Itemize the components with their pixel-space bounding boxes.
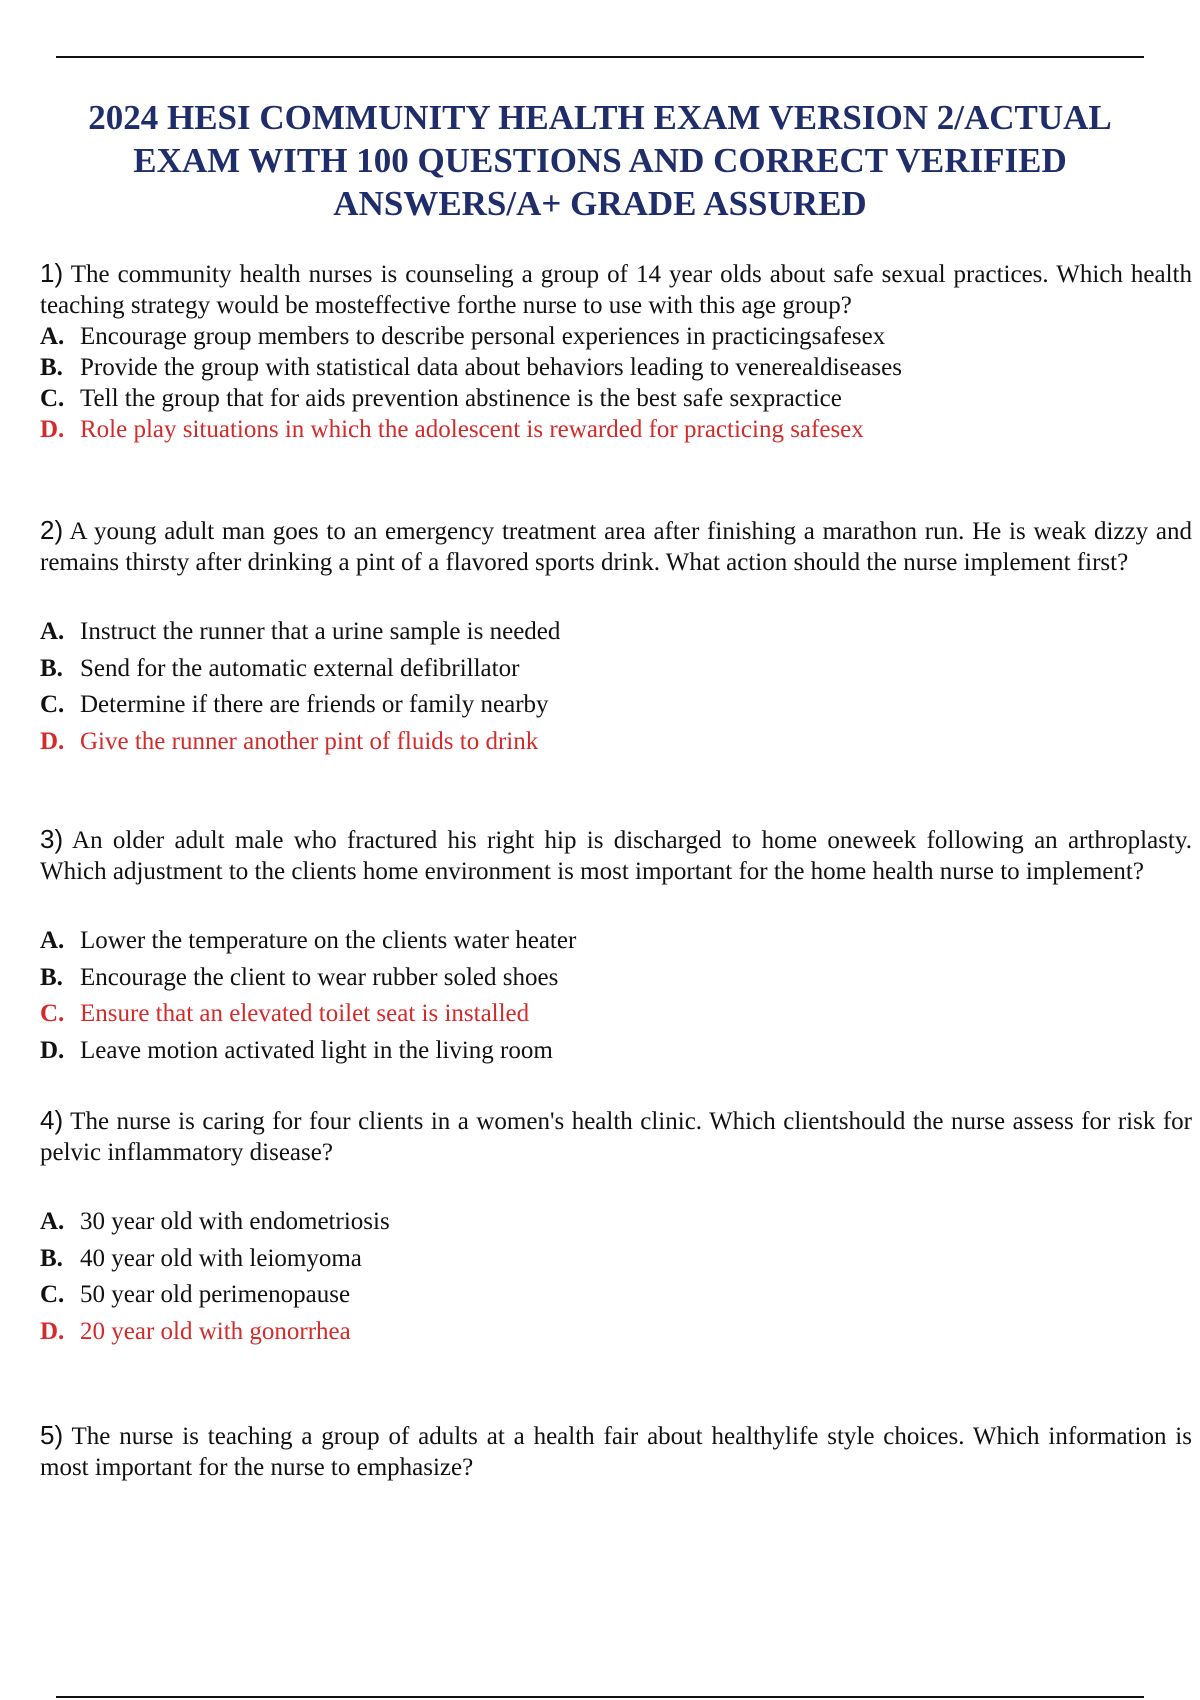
option-a xyxy=(40,1204,1192,1241)
question-number: 2) xyxy=(40,515,64,545)
option-letter: C. xyxy=(40,385,65,412)
question-number: 3) xyxy=(40,824,64,854)
option-d-correct-answer xyxy=(40,724,1192,761)
question-stem xyxy=(40,1105,1192,1168)
option-a xyxy=(40,614,1192,651)
option-letter: D. xyxy=(40,727,65,755)
option-letter: A. xyxy=(40,1208,65,1235)
option-d-correct-answer xyxy=(40,414,1192,445)
questions-list xyxy=(40,258,1192,1483)
option-c xyxy=(40,1277,1192,1314)
option-letter: B. xyxy=(40,354,63,381)
option-letter: A. xyxy=(40,618,65,645)
option-text: 40 year old with leiomyoma xyxy=(80,1244,362,1272)
question-3 xyxy=(40,824,1192,1069)
option-text: 50 year old perimenopause xyxy=(80,1281,351,1308)
answer-options xyxy=(40,321,1192,445)
bottom-rule xyxy=(56,1696,1144,1698)
option-letter: B. xyxy=(40,654,63,682)
option-b xyxy=(40,651,1192,688)
option-a xyxy=(40,321,1192,352)
question-2 xyxy=(40,515,1192,760)
document-title: 2024 HESI COMMUNITY HEALTH EXAM VERSION 2/ACTUAL EXAM WITH 100 QUESTIONS AND CORRECT VERIFIED ANSWERS/A+ GRADE ASSURED xyxy=(88,98,1112,223)
question-text: The nurse is teaching a group of adults at a health fair about healthylife style choices. Which information is most important for the nurse to emphasize? xyxy=(40,1423,1192,1481)
option-letter: C. xyxy=(40,1281,65,1308)
option-c xyxy=(40,383,1192,414)
question-number: 4) xyxy=(40,1105,64,1135)
option-text: Give the runner another pint of fluids to drink xyxy=(80,727,539,755)
option-text: Encourage group members to describe personal experiences in practicingsafesex xyxy=(80,323,886,350)
option-text: 20 year old with gonorrhea xyxy=(80,1317,351,1345)
option-letter: B. xyxy=(40,963,63,991)
option-text: Instruct the runner that a urine sample is needed xyxy=(80,618,561,645)
option-b xyxy=(40,352,1192,383)
answer-options xyxy=(40,923,1192,1069)
option-letter: A. xyxy=(40,927,65,954)
option-b xyxy=(40,1241,1192,1278)
answer-options xyxy=(40,614,1192,760)
option-text: Encourage the client to wear rubber soled shoes xyxy=(80,963,559,991)
option-a xyxy=(40,923,1192,960)
option-d xyxy=(40,1033,1192,1070)
option-text: Provide the group with statistical data about behaviors leading to venerealdiseases xyxy=(80,354,902,381)
question-number: 5) xyxy=(40,1420,64,1450)
top-rule xyxy=(56,56,1144,58)
option-letter: C. xyxy=(40,1000,65,1027)
option-letter: A. xyxy=(40,323,65,350)
question-text: An older adult male who fractured his right hip is discharged to home oneweek following an arthroplasty. Which adjustment to the clients home environment is most important for the home health nurse to implement? xyxy=(40,827,1192,885)
question-1 xyxy=(40,258,1192,445)
question-text: The nurse is caring for four clients in a women's health clinic. Which clientshould the nurse assess for risk for pelvic inflammatory disease? xyxy=(40,1108,1192,1166)
option-text: 30 year old with endometriosis xyxy=(80,1208,390,1235)
option-text: Send for the automatic external defibrillator xyxy=(80,654,520,682)
question-stem xyxy=(40,515,1192,578)
option-letter: B. xyxy=(40,1244,63,1272)
question-text: A young adult man goes to an emergency treatment area after finishing a marathon run. He is weak dizzy and remains thirsty after drinking a pint of a flavored sports drink. What action should the nurse implement first? xyxy=(40,518,1192,576)
question-text: The community health nurses is counseling a group of 14 year olds about safe sexual practices. Which health teaching strategy would be mosteffective forthe nurse to use with this age group? xyxy=(40,261,1192,319)
answer-options xyxy=(40,1204,1192,1350)
option-d-correct-answer xyxy=(40,1314,1192,1351)
option-text: Ensure that an elevated toilet seat is installed xyxy=(80,1000,530,1027)
option-letter: C. xyxy=(40,691,65,718)
question-number: 1) xyxy=(40,258,64,288)
option-letter: D. xyxy=(40,1317,65,1345)
option-b xyxy=(40,960,1192,997)
option-text: Tell the group that for aids prevention abstinence is the best safe sexpractice xyxy=(80,385,842,412)
option-text: Role play situations in which the adolescent is rewarded for practicing safesex xyxy=(80,416,864,443)
question-stem xyxy=(40,258,1192,321)
option-letter: D. xyxy=(40,416,65,443)
question-stem xyxy=(40,1420,1192,1483)
option-letter: D. xyxy=(40,1036,65,1064)
option-c-correct-answer xyxy=(40,996,1192,1033)
question-4 xyxy=(40,1105,1192,1350)
option-text: Determine if there are friends or family nearby xyxy=(80,691,549,718)
question-5 xyxy=(40,1420,1192,1483)
question-stem xyxy=(40,824,1192,887)
option-text: Lower the temperature on the clients water heater xyxy=(80,927,577,954)
option-c xyxy=(40,687,1192,724)
option-text: Leave motion activated light in the living room xyxy=(80,1036,553,1064)
